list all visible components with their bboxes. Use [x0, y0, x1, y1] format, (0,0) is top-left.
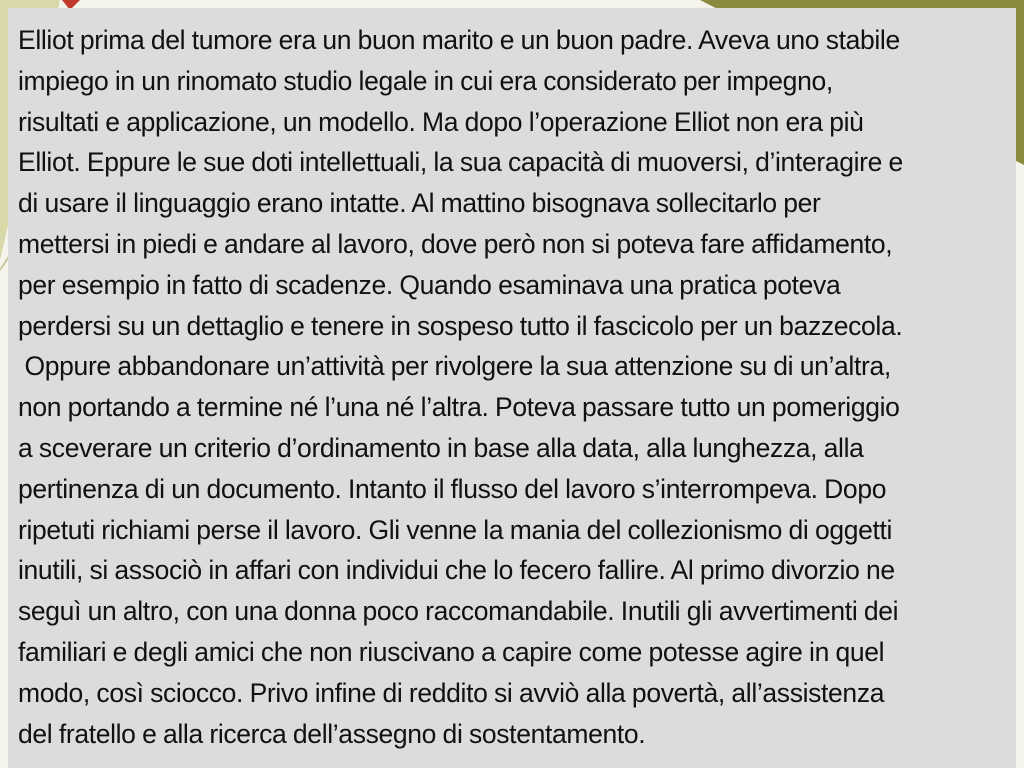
text-line: di usare il linguaggio erano intatte. Al mattino bisognava sollecitarlo per — [18, 188, 821, 219]
text-line: pertinenza di un documento. Intanto il flusso del lavoro s’interrompeva. Dopo — [18, 473, 887, 504]
text-line: Oppure abbandonare un’attività per rivolgere la sua attenzione su di un’altra, — [18, 351, 891, 382]
text-line: impiego in un rinomato studio legale in cui era considerato per impegno, — [18, 65, 833, 96]
body-paragraph — [18, 20, 1006, 754]
text-line: risultati e applicazione, un modello. Ma dopo l’operazione Elliot non era più — [18, 106, 864, 137]
text-line: perdersi su un dettaglio e tenere in sospeso tutto il fascicolo per un bazzecola. — [18, 310, 903, 341]
text-line: seguì un altro, con una donna poco raccomandabile. Inutili gli avvertimenti dei — [18, 596, 899, 627]
text-line: mettersi in piedi e andare al lavoro, dove però non si poteva fare affidamento, — [18, 228, 893, 259]
text-line: modo, così sciocco. Privo infine di reddito si avviò alla povertà, all’assistenza — [18, 677, 885, 708]
text-line: familiari e degli amici che non riuscivano a capire come potesse agire in quel — [18, 636, 885, 667]
text-line: ripetuti richiami perse il lavoro. Gli venne la mania del collezionismo di oggetti — [18, 514, 893, 545]
text-line: Elliot prima del tumore era un buon marito e un buon padre. Aveva uno stabile — [18, 25, 900, 55]
text-line: non portando a termine né l’una né l’altra. Poteva passare tutto un pomeriggio — [18, 392, 900, 423]
text-line: a sceverare un criterio d’ordinamento in base alla data, alla lunghezza, alla — [18, 432, 864, 463]
text-line: inutili, si associò in affari con individui che lo fecero fallire. Al primo divorzio ne — [18, 555, 895, 586]
text-line: Elliot. Eppure le sue doti intellettuali, la sua capacità di muoversi, d’interagire e — [18, 147, 903, 178]
text-line: per esempio in fatto di scadenze. Quando esaminava una pratica poteva — [18, 269, 841, 300]
text-line: del fratello e alla ricerca dell’assegno di sostentamento. — [18, 718, 646, 749]
text-box — [8, 8, 1016, 768]
